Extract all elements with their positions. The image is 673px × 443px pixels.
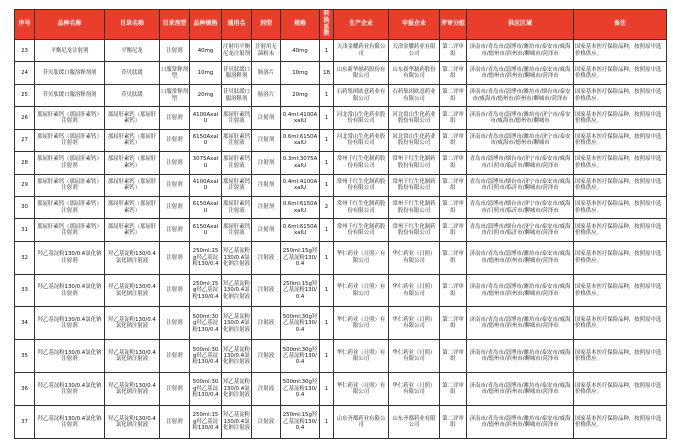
cell-manufacturer: 华仁药业（日照）有限公司 [334, 274, 389, 307]
cell-spec: 10mg [281, 62, 320, 84]
cell-variety-name: 那屈肝素钙（那屈肝素钙）注射剂 [35, 107, 105, 129]
cell-conversion-factor: 1 [320, 406, 334, 439]
cell-catalog-form: 注射剂 [160, 241, 190, 274]
header-col-spec: 规格 [281, 10, 320, 40]
cell-dosage-form: 注射剂 [252, 219, 281, 241]
cell-serial: 32 [15, 241, 35, 274]
cell-supply-region: 济南市/青岛市/淄博市/潍坊市/济宁市/泰安市/威海市/德州市/聊城市 [467, 129, 574, 151]
cell-conversion-factor: 2 [320, 196, 334, 218]
cell-dosage-form: 注射剂 [252, 174, 281, 196]
cell-supply-region: 济南市/青岛市/淄博市/潍坊市/泰安市/威海市/德州市/滨州市/聊城市/菏泽市 [467, 274, 574, 307]
cell-serial: 31 [15, 219, 35, 241]
cell-applicant: 华仁药业（日照）有限公司 [389, 373, 440, 406]
cell-generic-name: 羟乙基淀粉130/0.4氯化钠注射液 [222, 340, 252, 373]
cell-variety-spec: 4100AxaIU [190, 107, 222, 129]
cell-serial: 26 [15, 107, 35, 129]
cell-applicant: 常州千红生化制药股份有限公司 [389, 174, 440, 196]
cell-dosage-form: 注射液 [252, 307, 281, 340]
cell-dosage-form: 肠溶片 [252, 84, 281, 106]
table-row [15, 274, 667, 307]
table-row [15, 129, 667, 151]
cell-catalog-name: 苷贝肽缓 [105, 84, 160, 106]
table-row [15, 219, 667, 241]
cell-supply-region: 济南市/青岛市/淄博市/潍坊市/济宁市/泰安市/威海市/德州市/聊城市 [467, 107, 574, 129]
cell-catalog-form: 注射剂 [160, 219, 190, 241]
cell-spec: 0.6ml:6150AxaIU [281, 219, 320, 241]
table-row [15, 196, 667, 218]
cell-remarks: 国家基本医疗保险品种，按照原中选价格供应。 [574, 174, 667, 196]
cell-remarks: 国家基本医疗保险品种，按照原中选价格供应。 [574, 340, 667, 373]
cell-serial: 37 [15, 406, 35, 439]
cell-generic-name: 羟乙基淀粉130/0.4氯化钠注射液 [222, 241, 252, 274]
table-row [15, 307, 667, 340]
cell-supply-region: 济南市/青岛市/淄博市/潍坊市/泰安市/威海市/德州市/滨州市/聊城市/菏泽市 [467, 373, 574, 406]
cell-review-group: 第二评审组 [440, 406, 467, 439]
cell-spec: 250ml:15g羟乙基淀粉130/0.4 [281, 274, 320, 307]
cell-manufacturer: 河北常山生化药业股份有限公司 [334, 129, 389, 151]
cell-remarks: 国家基本医疗保险品种，按照原中选价格供应。 [574, 373, 667, 406]
cell-applicant: 山东齐都药业有限公司 [389, 406, 440, 439]
cell-manufacturer: 石药集团欧意药业有限公司 [334, 84, 389, 106]
cell-spec: 0.6ml:6150AxaIU [281, 129, 320, 151]
cell-dosage-form: 注射剂 [252, 129, 281, 151]
cell-dosage-form: 注射剂 [252, 152, 281, 174]
cell-serial: 33 [15, 274, 35, 307]
cell-applicant: 河北常山生化药业股份有限公司 [389, 129, 440, 151]
cell-spec: 40mg [281, 40, 320, 62]
cell-catalog-name: 平衡尼龙 [105, 40, 160, 62]
cell-variety-spec: 6150AxaIU [190, 196, 222, 218]
cell-serial: 30 [15, 196, 35, 218]
cell-manufacturer: 河北常山生化药业股份有限公司 [334, 107, 389, 129]
cell-dosage-form: 肠溶片 [252, 62, 281, 84]
header-col-review-group: 评审分组 [440, 10, 467, 40]
cell-review-group: 第二评审组 [440, 373, 467, 406]
cell-catalog-name: 那屈肝素钙（那屈肝素钙） [105, 107, 160, 129]
cell-dosage-form: 注射液 [252, 340, 281, 373]
cell-manufacturer: 常州千红生化制药股份有限公司 [334, 174, 389, 196]
cell-variety-spec: 500ml:30g羟乙基淀粉130/0.4 [190, 340, 222, 373]
cell-review-group: 第二评审组 [440, 107, 467, 129]
cell-review-group: 第二评审组 [440, 219, 467, 241]
cell-catalog-name: 羟乙基淀粉130/0.4氯化钠注射液 [105, 373, 160, 406]
cell-variety-name: 那屈肝素钙（那屈肝素钙）注射剂 [35, 129, 105, 151]
header-col-variety-name: 品种名称 [35, 10, 105, 40]
cell-supply-region: 济南市/青岛市/淄博市/潍坊市/泰安市/威海市/德州市/滨州市/聊城市/菏泽市 [467, 241, 574, 274]
cell-catalog-form: 注射剂 [160, 340, 190, 373]
cell-spec: 0.4ml:4100AxaIU [281, 174, 320, 196]
cell-spec: 250ml:15g羟乙基淀粉130/0.4 [281, 406, 320, 439]
cell-review-group: 第二评审组 [440, 241, 467, 274]
cell-dosage-form: 注射剂 [252, 196, 281, 218]
header-col-applicant: 申报企业 [389, 10, 440, 40]
cell-manufacturer: 华仁药业（日照）有限公司 [334, 307, 389, 340]
cell-variety-spec: 40mg [190, 40, 222, 62]
cell-catalog-form: 注射剂 [160, 152, 190, 174]
cell-catalog-name: 羟乙基淀粉130/0.4氯化钠注射液 [105, 406, 160, 439]
cell-applicant: 天津金耀药业有限公司 [389, 40, 440, 62]
cell-applicant: 山东新华制药股份有限公司 [389, 62, 440, 84]
cell-conversion-factor: 18 [320, 62, 334, 84]
cell-catalog-name: 那屈肝素钙（那屈肝素钙） [105, 196, 160, 218]
cell-variety-spec: 20mg [190, 84, 222, 106]
cell-generic-name: 那屈肝素钙注射液 [222, 129, 252, 151]
cell-conversion-factor: 1 [320, 373, 334, 406]
header-col-catalog-name: 目录名称 [105, 10, 160, 40]
cell-remarks: 国家基本医疗保险品种，按照原中选价格供应。 [574, 219, 667, 241]
cell-variety-spec: 4100AxaIU [190, 174, 222, 196]
table-row [15, 152, 667, 174]
cell-variety-name: 羟乙基淀粉130/0.4氯化钠注射剂 [35, 241, 105, 274]
cell-supply-region: 济南市/青岛市/淄博市/潍坊市/泰安市/威海市/德州市/滨州市/聊城市/菏泽市 [467, 307, 574, 340]
table-row [15, 84, 667, 106]
header-col-manufacturer: 生产企业 [334, 10, 389, 40]
cell-variety-name: 羟乙基淀粉130/0.4氯化钠注射剂 [35, 373, 105, 406]
cell-manufacturer: 华仁药业（日照）有限公司 [334, 241, 389, 274]
cell-variety-name: 羟乙基淀粉130/0.4氯化钠注射剂 [35, 274, 105, 307]
cell-catalog-form: 注射剂 [160, 274, 190, 307]
cell-spec: 500ml:30g羟乙基淀粉130/0.4 [281, 340, 320, 373]
cell-remarks: 国家基本医疗保险品种，按照原中选价格供应。 [574, 84, 667, 106]
cell-manufacturer: 山东齐都药业有限公司 [334, 406, 389, 439]
cell-serial: 29 [15, 174, 35, 196]
cell-catalog-form: 注射剂 [160, 174, 190, 196]
drug-supply-table [14, 9, 667, 439]
cell-variety-name: 苷贝肽缓口服溶释剂剂 [35, 84, 105, 106]
header-row [15, 10, 667, 40]
cell-supply-region: 青岛市/淄博市/烟台市/济宁市/泰安市/威海市/日照市/临沂市/聊城市/菏泽市 [467, 174, 574, 196]
cell-variety-spec: 250ml:15g羟乙基淀粉130/0.4 [190, 406, 222, 439]
cell-applicant: 常州千红生化制药股份有限公司 [389, 152, 440, 174]
cell-supply-region: 济南市/青岛市/淄博市/潍坊市/泰安市/威海市/德州市/滨州市/聊城市/菏泽市 [467, 40, 574, 62]
table-header [15, 10, 667, 40]
cell-generic-name: 羟乙基淀粉130/0.4氯化钠注射液 [222, 373, 252, 406]
cell-spec: 0.6ml:6150AxaIU [281, 196, 320, 218]
cell-variety-spec: 250ml:15g羟乙基淀粉130/0.4 [190, 274, 222, 307]
cell-generic-name: 注射用平衡尼龙注射剂 [222, 40, 252, 62]
cell-conversion-factor: 1 [320, 152, 334, 174]
cell-variety-name: 那屈肝素钙（那屈肝素钙）注射剂 [35, 196, 105, 218]
cell-catalog-form: 注射剂 [160, 129, 190, 151]
cell-remarks: 国家基本医疗保险品种，按照原中选价格供应。 [574, 406, 667, 439]
cell-catalog-form: 口服常释剂型 [160, 62, 190, 84]
cell-applicant: 华仁药业（日照）有限公司 [389, 274, 440, 307]
cell-serial: 28 [15, 152, 35, 174]
cell-variety-spec: 500ml:30g羟乙基淀粉130/0.4 [190, 307, 222, 340]
cell-manufacturer: 华仁药业（日照）有限公司 [334, 340, 389, 373]
cell-catalog-form: 注射剂 [160, 107, 190, 129]
cell-variety-spec: 6150AxaIU [190, 129, 222, 151]
cell-dosage-form: 注射液 [252, 241, 281, 274]
cell-remarks: 国家基本医疗保险品种，按照原中选价格供应。 [574, 274, 667, 307]
cell-variety-name: 羟乙基淀粉130/0.4氯化钠注射剂 [35, 340, 105, 373]
cell-catalog-form: 注射剂 [160, 307, 190, 340]
cell-catalog-name: 羟乙基淀粉130/0.4氯化钠注射液 [105, 241, 160, 274]
cell-spec: 20mg [281, 84, 320, 106]
cell-applicant: 常州千红生化制药股份有限公司 [389, 196, 440, 218]
cell-variety-spec: 250ml:15g羟乙基淀粉130/0.4 [190, 241, 222, 274]
cell-variety-spec: 6150AxaIU [190, 219, 222, 241]
header-col-generic-name: 通用名 [222, 10, 252, 40]
cell-catalog-form: 注射剂 [160, 373, 190, 406]
table-row [15, 40, 667, 62]
cell-serial: 34 [15, 307, 35, 340]
cell-generic-name: 那屈肝素钙注射液 [222, 107, 252, 129]
cell-variety-name: 那屈肝素钙（那屈肝素钙）注射剂 [35, 219, 105, 241]
cell-catalog-name: 那屈肝素钙（那屈肝素钙） [105, 174, 160, 196]
cell-serial: 35 [15, 340, 35, 373]
cell-remarks: 国家基本医疗保险品种，按照原中选价格供应。 [574, 196, 667, 218]
cell-conversion-factor: 1 [320, 84, 334, 106]
cell-conversion-factor: 1 [320, 219, 334, 241]
cell-supply-region: 济南市/青岛市/淄博市/潍坊市/泰安市/威海市/德州市/滨州市/聊城市/菏泽市 [467, 340, 574, 373]
cell-conversion-factor: 1 [320, 307, 334, 340]
cell-generic-name: 那屈肝素钙注射液 [222, 152, 252, 174]
cell-generic-name: 那屈肝素钙注射液 [222, 219, 252, 241]
cell-review-group: 第二评审组 [440, 129, 467, 151]
header-col-dosage-form: 剂型 [252, 10, 281, 40]
cell-spec: 0.4ml:4100AxaIU [281, 107, 320, 129]
cell-spec: 500ml:30g羟乙基淀粉130/0.4 [281, 307, 320, 340]
cell-dosage-form: 注射液 [252, 274, 281, 307]
cell-manufacturer: 常州千红生化制药股份有限公司 [334, 152, 389, 174]
cell-review-group: 第二评审组 [440, 174, 467, 196]
cell-catalog-form: 注射剂 [160, 196, 190, 218]
cell-serial: 24 [15, 62, 35, 84]
cell-conversion-factor: 1 [320, 40, 334, 62]
cell-conversion-factor: 1 [320, 129, 334, 151]
cell-catalog-name: 那屈肝素钙（那屈肝素钙） [105, 129, 160, 151]
cell-generic-name: 苷贝肽缓口服溶释剂 [222, 62, 252, 84]
header-col-catalog-form: 目录剂型 [160, 10, 190, 40]
cell-catalog-name: 羟乙基淀粉130/0.4氯化钠注射液 [105, 340, 160, 373]
cell-catalog-name: 羟乙基淀粉130/0.4氯化钠注射液 [105, 274, 160, 307]
cell-spec: 0.3ml:3075AxaIU [281, 152, 320, 174]
header-col-conversion-factor: 转换系数 [320, 10, 334, 40]
cell-supply-region: 青岛市/淄博市/烟台市/济宁市/泰安市/威海市/日照市/临沂市/聊城市/菏泽市 [467, 196, 574, 218]
cell-catalog-name: 羟乙基淀粉130/0.4氯化钠注射液 [105, 307, 160, 340]
cell-review-group: 第二评审组 [440, 307, 467, 340]
table-body [15, 40, 667, 439]
cell-generic-name: 羟乙基淀粉130/0.4氯化钠注射液 [222, 274, 252, 307]
cell-dosage-form: 注射液 [252, 406, 281, 439]
cell-catalog-form: 注射剂 [160, 406, 190, 439]
cell-catalog-name: 苷贝肽缓 [105, 62, 160, 84]
cell-variety-spec: 10mg [190, 62, 222, 84]
cell-variety-name: 那屈肝素钙（那屈肝素钙）注射剂 [35, 152, 105, 174]
cell-serial: 25 [15, 84, 35, 106]
cell-review-group: 第二评审组 [440, 84, 467, 106]
cell-dosage-form: 注射剂 [252, 107, 281, 129]
cell-catalog-name: 那屈肝素钙（那屈肝素钙） [105, 219, 160, 241]
table-row [15, 62, 667, 84]
cell-manufacturer: 山东新华制药股份有限公司 [334, 62, 389, 84]
cell-manufacturer: 常州千红生化制药股份有限公司 [334, 196, 389, 218]
cell-applicant: 华仁药业（日照）有限公司 [389, 241, 440, 274]
cell-conversion-factor: 1 [320, 107, 334, 129]
cell-manufacturer: 华仁药业（日照）有限公司 [334, 373, 389, 406]
cell-serial: 36 [15, 373, 35, 406]
cell-review-group: 第二评审组 [440, 274, 467, 307]
header-col-serial: 序号 [15, 10, 35, 40]
cell-variety-spec: 3075AxaIU [190, 152, 222, 174]
cell-spec: 250ml:15g羟乙基淀粉130/0.4 [281, 241, 320, 274]
header-col-remarks: 备注 [574, 10, 667, 40]
cell-generic-name: 那屈肝素钙注射液 [222, 174, 252, 196]
cell-variety-name: 苷贝肽缓口服溶释剂剂 [35, 62, 105, 84]
cell-applicant: 华仁药业（日照）有限公司 [389, 307, 440, 340]
cell-remarks: 国家基本医疗保险品种，按照原中选价格供应。 [574, 241, 667, 274]
table-row [15, 174, 667, 196]
cell-generic-name: 那屈肝素钙注射液 [222, 196, 252, 218]
table-row [15, 107, 667, 129]
cell-serial: 23 [15, 40, 35, 62]
cell-remarks: 国家基本医疗保险品种，按照原中选价格供应。 [574, 307, 667, 340]
cell-remarks: 国家基本医疗保险品种，按照原中选价格供应。 [574, 152, 667, 174]
cell-remarks: 国家基本医疗保险品种，按照原中选价格供应。 [574, 107, 667, 129]
cell-supply-region: 济南市/青岛市/淄博市/潍坊市/烟台市/泰安市/威海市/德州市/滨州市/聊城市/菏泽市 [467, 84, 574, 106]
cell-supply-region: 济南市/青岛市/淄博市/潍坊市/泰安市/威海市/德州市/滨州市/聊城市/菏泽市 [467, 62, 574, 84]
cell-catalog-name: 那屈肝素钙（那屈肝素钙） [105, 152, 160, 174]
header-col-supply-region: 供应区域 [467, 10, 574, 40]
table-row [15, 406, 667, 439]
cell-applicant: 常州千红生化制药股份有限公司 [389, 219, 440, 241]
cell-conversion-factor: 1 [320, 274, 334, 307]
cell-manufacturer: 常州千红生化制药股份有限公司 [334, 219, 389, 241]
cell-variety-name: 羟乙基淀粉130/0.4氯化钠注射剂 [35, 307, 105, 340]
cell-remarks: 国家基本医疗保险品种，按照原中选价格供应。 [574, 40, 667, 62]
cell-review-group: 第二评审组 [440, 340, 467, 373]
cell-generic-name: 苷贝肽缓口服溶释剂 [222, 84, 252, 106]
cell-review-group: 第二评审组 [440, 40, 467, 62]
cell-manufacturer: 天津金耀药业有限公司 [334, 40, 389, 62]
cell-supply-region: 青岛市/淄博市/烟台市/济宁市/泰安市/威海市/日照市/临沂市/聊城市/菏泽市 [467, 219, 574, 241]
cell-variety-name: 那屈肝素钙（那屈肝素钙）注射剂 [35, 174, 105, 196]
cell-review-group: 第二评审组 [440, 152, 467, 174]
table-row [15, 241, 667, 274]
cell-generic-name: 羟乙基淀粉130/0.4氯化钠注射液 [222, 406, 252, 439]
cell-catalog-form: 口服常释剂型 [160, 84, 190, 106]
cell-review-group: 第二评审组 [440, 196, 467, 218]
cell-variety-spec: 500ml:30g羟乙基淀粉130/0.4 [190, 373, 222, 406]
cell-remarks: 国家基本医疗保险品种，按照原中选价格供应。 [574, 129, 667, 151]
cell-applicant: 河北常山生化药业股份有限公司 [389, 107, 440, 129]
cell-conversion-factor: 1 [320, 340, 334, 373]
cell-catalog-form: 注射剂 [160, 40, 190, 62]
cell-applicant: 石药集团欧意药业有限公司 [389, 84, 440, 106]
cell-spec: 500ml:30g羟乙基淀粉130/0.4 [281, 373, 320, 406]
cell-supply-region: 青岛市/淄博市/烟台市/济宁市/泰安市/威海市/日照市/临沂市/聊城市/菏泽市 [467, 152, 574, 174]
header-col-variety-spec: 品种规格 [190, 10, 222, 40]
cell-generic-name: 羟乙基淀粉130/0.4氯化钠注射液 [222, 307, 252, 340]
cell-variety-name: 羟乙基淀粉130/0.4氯化钠注射剂 [35, 406, 105, 439]
cell-review-group: 第二评审组 [440, 62, 467, 84]
cell-supply-region: 济南市/青岛市/淄博市/潍坊市/泰安市/威海市/德州市/滨州市/聊城市/菏泽市 [467, 406, 574, 439]
cell-serial: 27 [15, 129, 35, 151]
cell-dosage-form: 注射液 [252, 373, 281, 406]
cell-conversion-factor: 1 [320, 241, 334, 274]
table-row [15, 373, 667, 406]
cell-variety-name: 平衡尼龙注射剂 [35, 40, 105, 62]
cell-remarks: 国家基本医疗保险品种，按照原中选价格供应。 [574, 62, 667, 84]
table-row [15, 340, 667, 373]
cell-dosage-form: 注射用无菌粉末 [252, 40, 281, 62]
cell-applicant: 华仁药业（日照）有限公司 [389, 340, 440, 373]
cell-conversion-factor: 1 [320, 174, 334, 196]
